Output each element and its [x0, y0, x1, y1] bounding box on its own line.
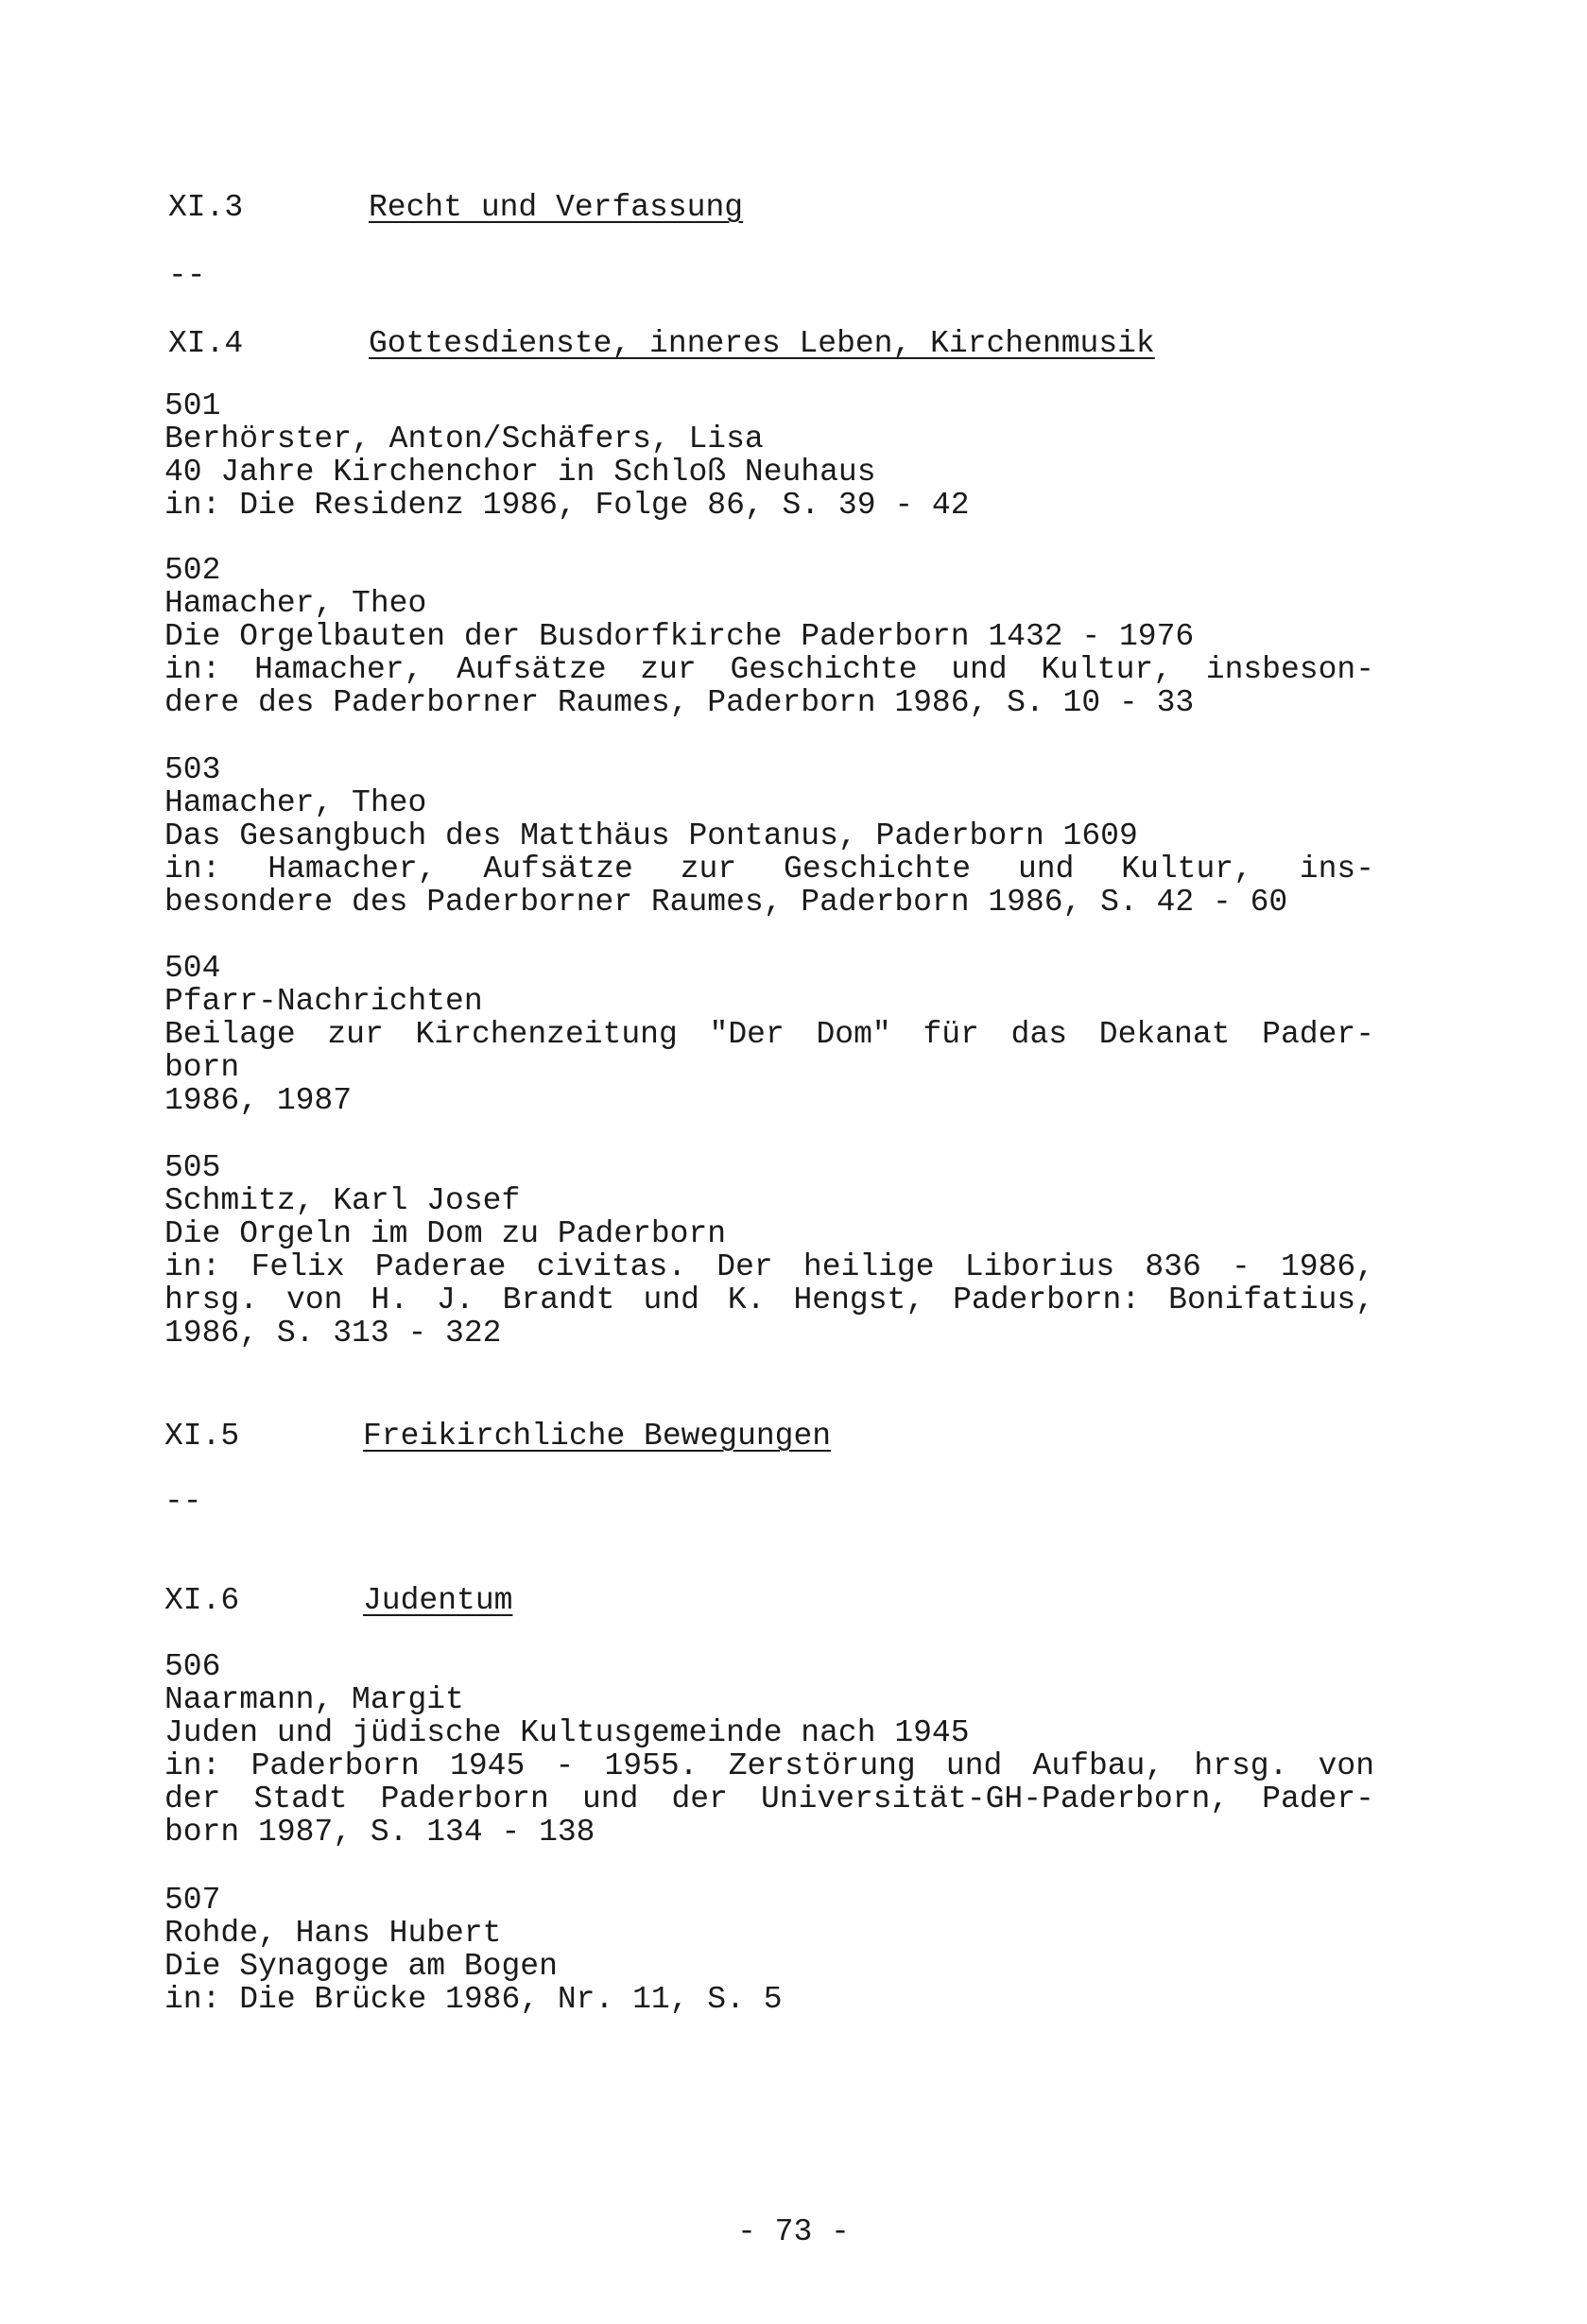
entry-author: Schmitz, Karl Josef [164, 1183, 521, 1218]
bibliography-entry-501 [164, 389, 1374, 522]
page-number: - 73 - [737, 2214, 850, 2249]
bibliography-entry-503 [164, 753, 1374, 919]
empty-section-marker: -- [168, 258, 206, 293]
entry-author: Naarmann, Margit [164, 1682, 464, 1717]
entry-number: 507 [164, 1883, 221, 1918]
entry-source-continued: der Stadt Paderborn und der Universität-GH-Paderborn, Pader- [164, 1782, 1374, 1816]
entry-source: in: Die Brücke 1986, Nr. 11, S. 5 [164, 1982, 783, 2017]
section-number: XI.3 [168, 190, 244, 225]
entry-author: Berhörster, Anton/Schäfers, Lisa [164, 422, 764, 456]
section-title: Gottesdienste, inneres Leben, Kirchenmusik [369, 326, 1155, 361]
entry-author: Hamacher, Theo [164, 586, 427, 621]
bibliography-entry-504 [164, 952, 1374, 1117]
entry-source: in: Hamacher, Aufsätze zur Geschichte und Kultur, ins- [164, 852, 1374, 887]
entry-number: 502 [164, 553, 221, 588]
entry-number: 503 [164, 752, 221, 787]
entry-source-continued: dere des Paderborner Raumes, Paderborn 1986, S. 10 - 33 [164, 685, 1195, 720]
entry-source-continued: 1986, S. 313 - 322 [164, 1316, 502, 1351]
entry-number: 501 [164, 388, 221, 423]
bibliography-entry-502 [164, 554, 1374, 719]
bibliography-entry-507 [164, 1884, 1374, 2016]
entry-source-continued: hrsg. von H. J. Brandt und K. Hengst, Paderborn: Bonifatius, [164, 1283, 1374, 1317]
entry-source-continued: besondere des Paderborner Raumes, Paderborn 1986, S. 42 - 60 [164, 885, 1288, 920]
entry-title: Beilage zur Kirchenzeitung "Der Dom" für das Dekanat Pader- [164, 1017, 1374, 1052]
entry-source: in: Die Residenz 1986, Folge 86, S. 39 - 42 [164, 488, 970, 523]
entry-author: Rohde, Hans Hubert [164, 1916, 502, 1951]
entry-title: Die Orgeln im Dom zu Paderborn [164, 1216, 727, 1251]
section-number: XI.4 [168, 326, 244, 361]
section-title: Freikirchliche Bewegungen [363, 1419, 832, 1454]
entry-number: 505 [164, 1150, 221, 1185]
entry-source: in: Felix Paderae civitas. Der heilige Liborius 836 - 1986, [164, 1249, 1374, 1284]
entry-title: 40 Jahre Kirchenchor in Schloß Neuhaus [164, 455, 876, 490]
entry-title-continued: born [164, 1050, 240, 1085]
entry-author: Pfarr-Nachrichten [164, 984, 483, 1019]
section-title: Judentum [363, 1583, 513, 1618]
entry-source: in: Paderborn 1945 - 1955. Zerstörung und Aufbau, hrsg. von [164, 1748, 1374, 1783]
entry-source-continued: born 1987, S. 134 - 138 [164, 1815, 595, 1850]
section-number: XI.6 [164, 1583, 240, 1618]
entry-title: Die Synagoge am Bogen [164, 1949, 558, 1984]
entry-author: Hamacher, Theo [164, 785, 427, 820]
entry-source: in: Hamacher, Aufsätze zur Geschichte und Kultur, insbeson- [164, 652, 1374, 687]
section-number: XI.5 [164, 1419, 240, 1454]
entry-title: Die Orgelbauten der Busdorfkirche Paderborn 1432 - 1976 [164, 619, 1195, 654]
bibliography-entry-505 [164, 1151, 1374, 1350]
entry-number: 506 [164, 1649, 221, 1684]
empty-section-marker: -- [164, 1484, 202, 1519]
entry-title: Das Gesangbuch des Matthäus Pontanus, Paderborn 1609 [164, 818, 1138, 853]
entry-years: 1986, 1987 [164, 1083, 353, 1118]
entry-number: 504 [164, 951, 221, 986]
entry-title: Juden und jüdische Kultusgemeinde nach 1945 [164, 1715, 970, 1750]
section-title: Recht und Verfassung [369, 190, 744, 225]
bibliography-entry-506 [164, 1650, 1374, 1849]
